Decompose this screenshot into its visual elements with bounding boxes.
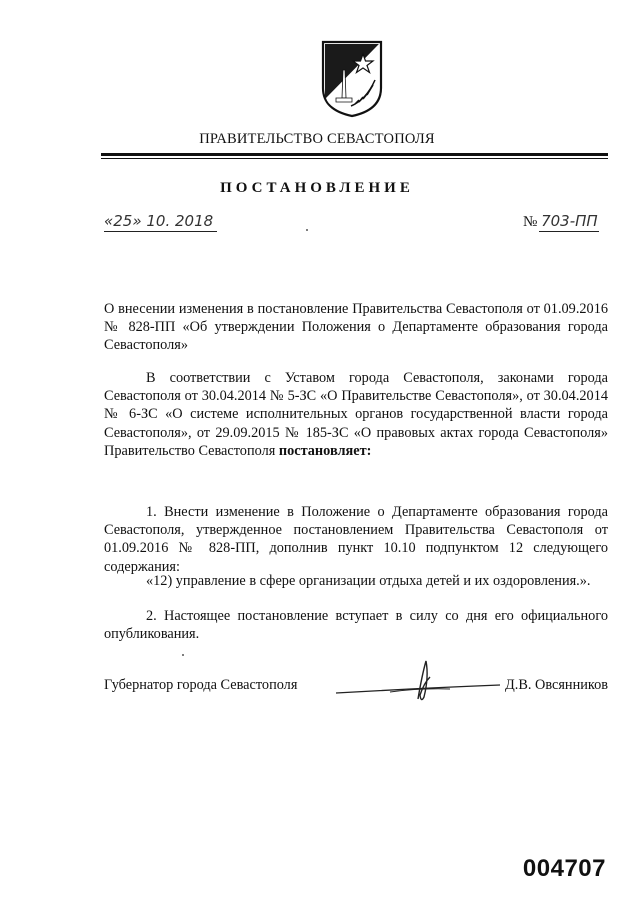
signatory-name: Д.В. Овсянников [505,677,608,693]
number-handwritten: 703-ПП [541,212,598,230]
document-type-title: ПОСТАНОВЛЕНИЕ [220,180,414,196]
document-number [523,212,598,231]
handwritten-signature [330,655,510,705]
document-subject: О внесении изменения в постановление Правительства Севастополя от 01.09.2016 № 828-ПП «Об утверждении Положения о Департаменте образования города Севастополя» [104,301,608,354]
document-date [104,212,213,231]
date-handwritten: «25» 10. 2018 [104,212,214,230]
header-divider-thin [101,158,608,159]
preamble-emphasis: постановляет: [278,442,372,459]
serial-number: 004707 [522,855,606,882]
number-underline [539,231,599,232]
government-title: ПРАВИТЕЛЬСТВО СЕВАСТОПОЛЯ [199,131,435,147]
resolution-quote: «12) управление в сфере организации отдыха детей и их оздоровления.». [146,573,591,589]
coat-of-arms-emblem [321,40,383,118]
resolution-item-2: 2. Настоящее постановление вступает в силу со дня его официального опубликования. [104,608,608,643]
header-divider-thick [101,153,608,156]
scan-speck [182,654,184,656]
number-prefix: № [523,214,538,230]
scan-speck [306,229,308,231]
preamble-text: В соответствии с Уставом города Севастополя, законами города Севастополя от 30.04.2014 № 5-ЗС «О Правительстве Севастополя», от 30.04.2014 № 6-ЗС «О системе исполнительных органов государственной власти города Севастополя», от 29.09.2015 № 185-ЗС «О правовых актах города Севастополя» Правительство Севастополя [104,370,608,459]
signatory-role: Губернатор города Севастополя [104,677,298,693]
resolution-item-1: 1. Внести изменение в Положение о Департаменте образования города Севастополя, утвержденное постановлением Правительства Севастополя от 01.09.2016 № 828-ПП, дополнив пункт 10.10 подпунктом 12 следующего содержания: [104,504,608,575]
document-preamble [104,369,608,460]
date-underline [104,231,217,232]
